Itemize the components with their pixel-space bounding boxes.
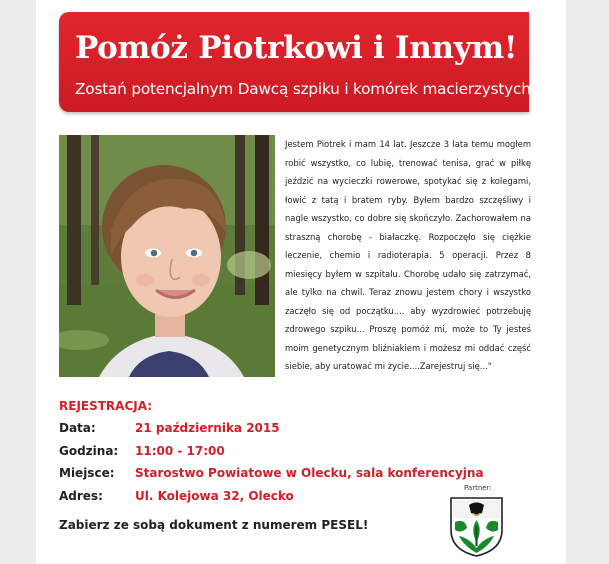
place-value: Starostwo Powiatowe w Olecku, sala konferencyjna <box>135 466 484 480</box>
place-label: Miejsce: <box>59 466 115 480</box>
date-label: Data: <box>59 421 96 435</box>
address-value: Ul. Kolejowa 32, Olecko <box>135 489 294 503</box>
story-text: Jestem Piotrek i mam 14 lat. Jeszcze 3 lata temu mogłem robić wszystko, co lubię, trenować tenisa, grać w piłkę jeździć na wycieczki rowerowe, spotykać się z kolegami, łowić z tatą i bratem ryby. Byłem bardzo szczęśliwy i nagle wszystko, co dobre się skończyło. Zachorowałem na straszną chorobę - białaczkę. Rozpoczęło się ciężkie leczenie, chemio i radioterapia. 5 operacji. Przez 8 miesięcy byłem w szpitalu. Chorobę udało się zatrzymać, ale tylko na chwil. Teraz znowu jestem chory i wszystko zaczęło się od początku.... aby wyzdrowieć potrzebuję zdrowego szpiku... Proszę pomóż mi, może to Ty jesteś moim genetycznym bliźniakiem i możesz mi oddać część siebie, aby uratować mi życie....Zarejestruj się..." <box>285 139 531 371</box>
registration-heading: REJESTRACJA: <box>59 399 153 413</box>
poster-title: Pomóż Piotrkowi i Innym! <box>75 30 518 66</box>
header-banner <box>59 12 536 112</box>
coat-of-arms-icon <box>449 496 504 558</box>
pesel-note: Zabierz ze sobą dokument z numerem PESEL! <box>59 518 369 532</box>
poster-page <box>36 0 566 564</box>
time-value: 11:00 - 17:00 <box>135 444 225 458</box>
boy-photo <box>59 135 275 377</box>
date-value: 21 października 2015 <box>135 421 280 435</box>
time-label: Godzina: <box>59 444 119 458</box>
address-label: Adres: <box>59 489 103 503</box>
boy-photo-illustration <box>59 135 275 377</box>
poster-subtitle: Zostań potencjalnym Dawcą szpiku i komórek macierzystych. <box>75 80 536 98</box>
partner-label: Partner: <box>464 484 492 492</box>
